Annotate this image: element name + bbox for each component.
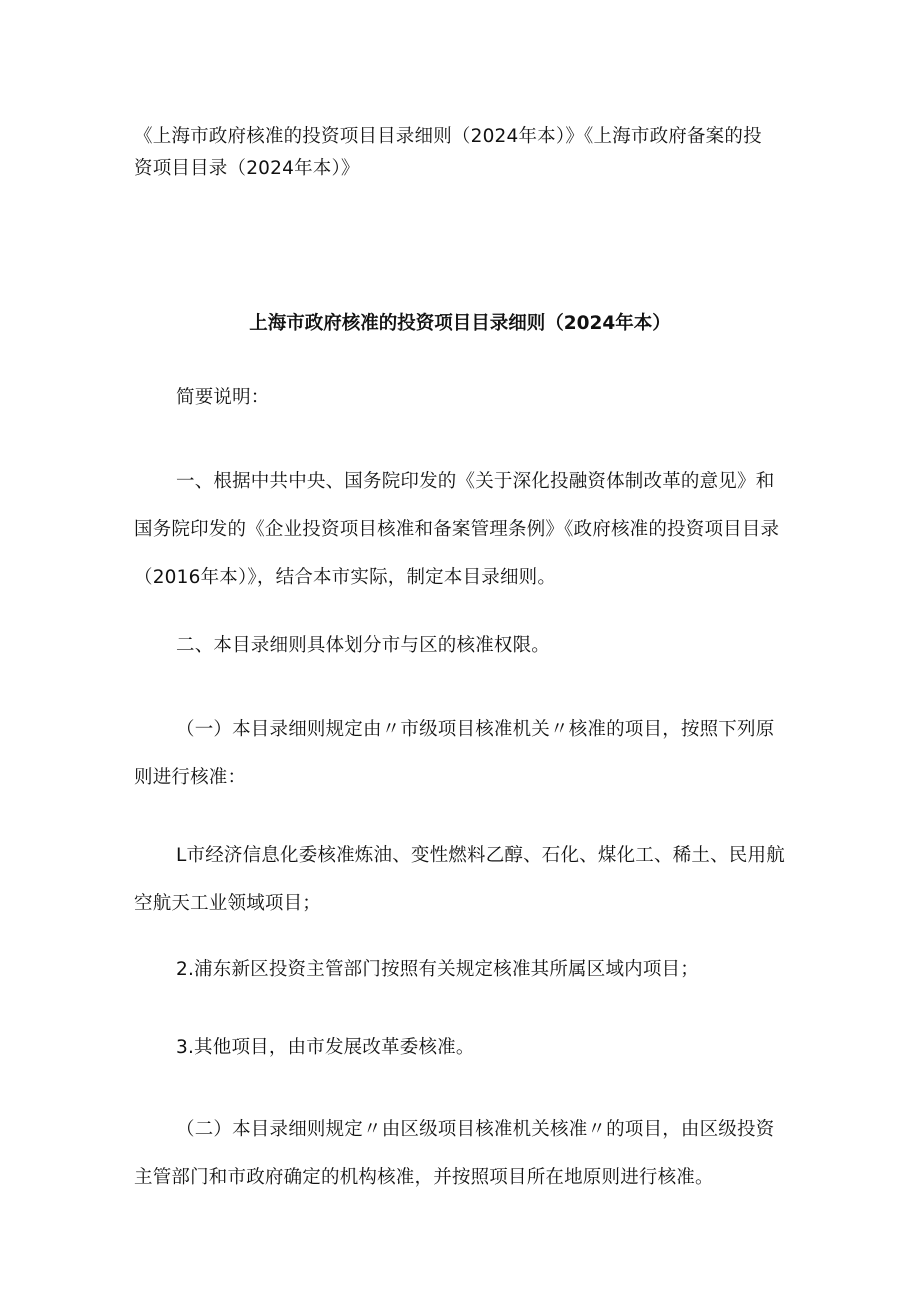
subsection-two-line-2: 主管部门和市政府确定的机构核准，并按照项目所在地原则进行核准。 (134, 1167, 714, 1188)
document-header (134, 121, 786, 185)
subsection-one-line-1: （一）本目录细则规定由〃市级项目核准机关〃核准的项目，按照下列原 (176, 719, 775, 740)
list-item-1-line-1: L市经济信息化委核准炼油、变性燃料乙醇、石化、煤化工、稀土、民用航 (176, 845, 785, 866)
intro-label: 简要说明： (176, 387, 270, 408)
section-one-line-1: 一、根据中共中央、国务院印发的《关于深化投融资体制改革的意见》和 (176, 471, 775, 492)
list-item-2: 2.浦东新区投资主管部门按照有关规定核准其所属区域内项目； (176, 959, 699, 980)
subsection-two-line-1: （二）本目录细则规定〃由区级项目核准机关核准〃的项目，由区级投资 (176, 1119, 775, 1140)
document-title: 上海市政府核准的投资项目目录细则（2024年本） (249, 313, 671, 334)
section-one-line-2: 国务院印发的《企业投资项目核准和备案管理条例》《政府核准的投资项目目录 (134, 519, 780, 540)
section-one (134, 458, 786, 602)
section-two: 二、本目录细则具体划分市与区的核准权限。 (176, 635, 551, 656)
header-line-2: 资项目目录（2024年本）》 (134, 158, 360, 179)
subsection-one (134, 706, 786, 802)
list-item-3: 3.其他项目，由市发展改革委核准。 (176, 1037, 475, 1058)
list-item-1-line-2: 空航天工业领域项目； (134, 893, 322, 914)
subsection-one-line-2: 则进行核准： (134, 767, 247, 788)
subsection-two (134, 1106, 786, 1202)
header-line-1: 《上海市政府核准的投资项目目录细则（2024年本）》《上海市政府备案的投 (134, 126, 762, 147)
list-item-1 (134, 832, 786, 928)
section-one-line-3: （2016年本）》，结合本市实际，制定本目录细则。 (134, 567, 557, 588)
